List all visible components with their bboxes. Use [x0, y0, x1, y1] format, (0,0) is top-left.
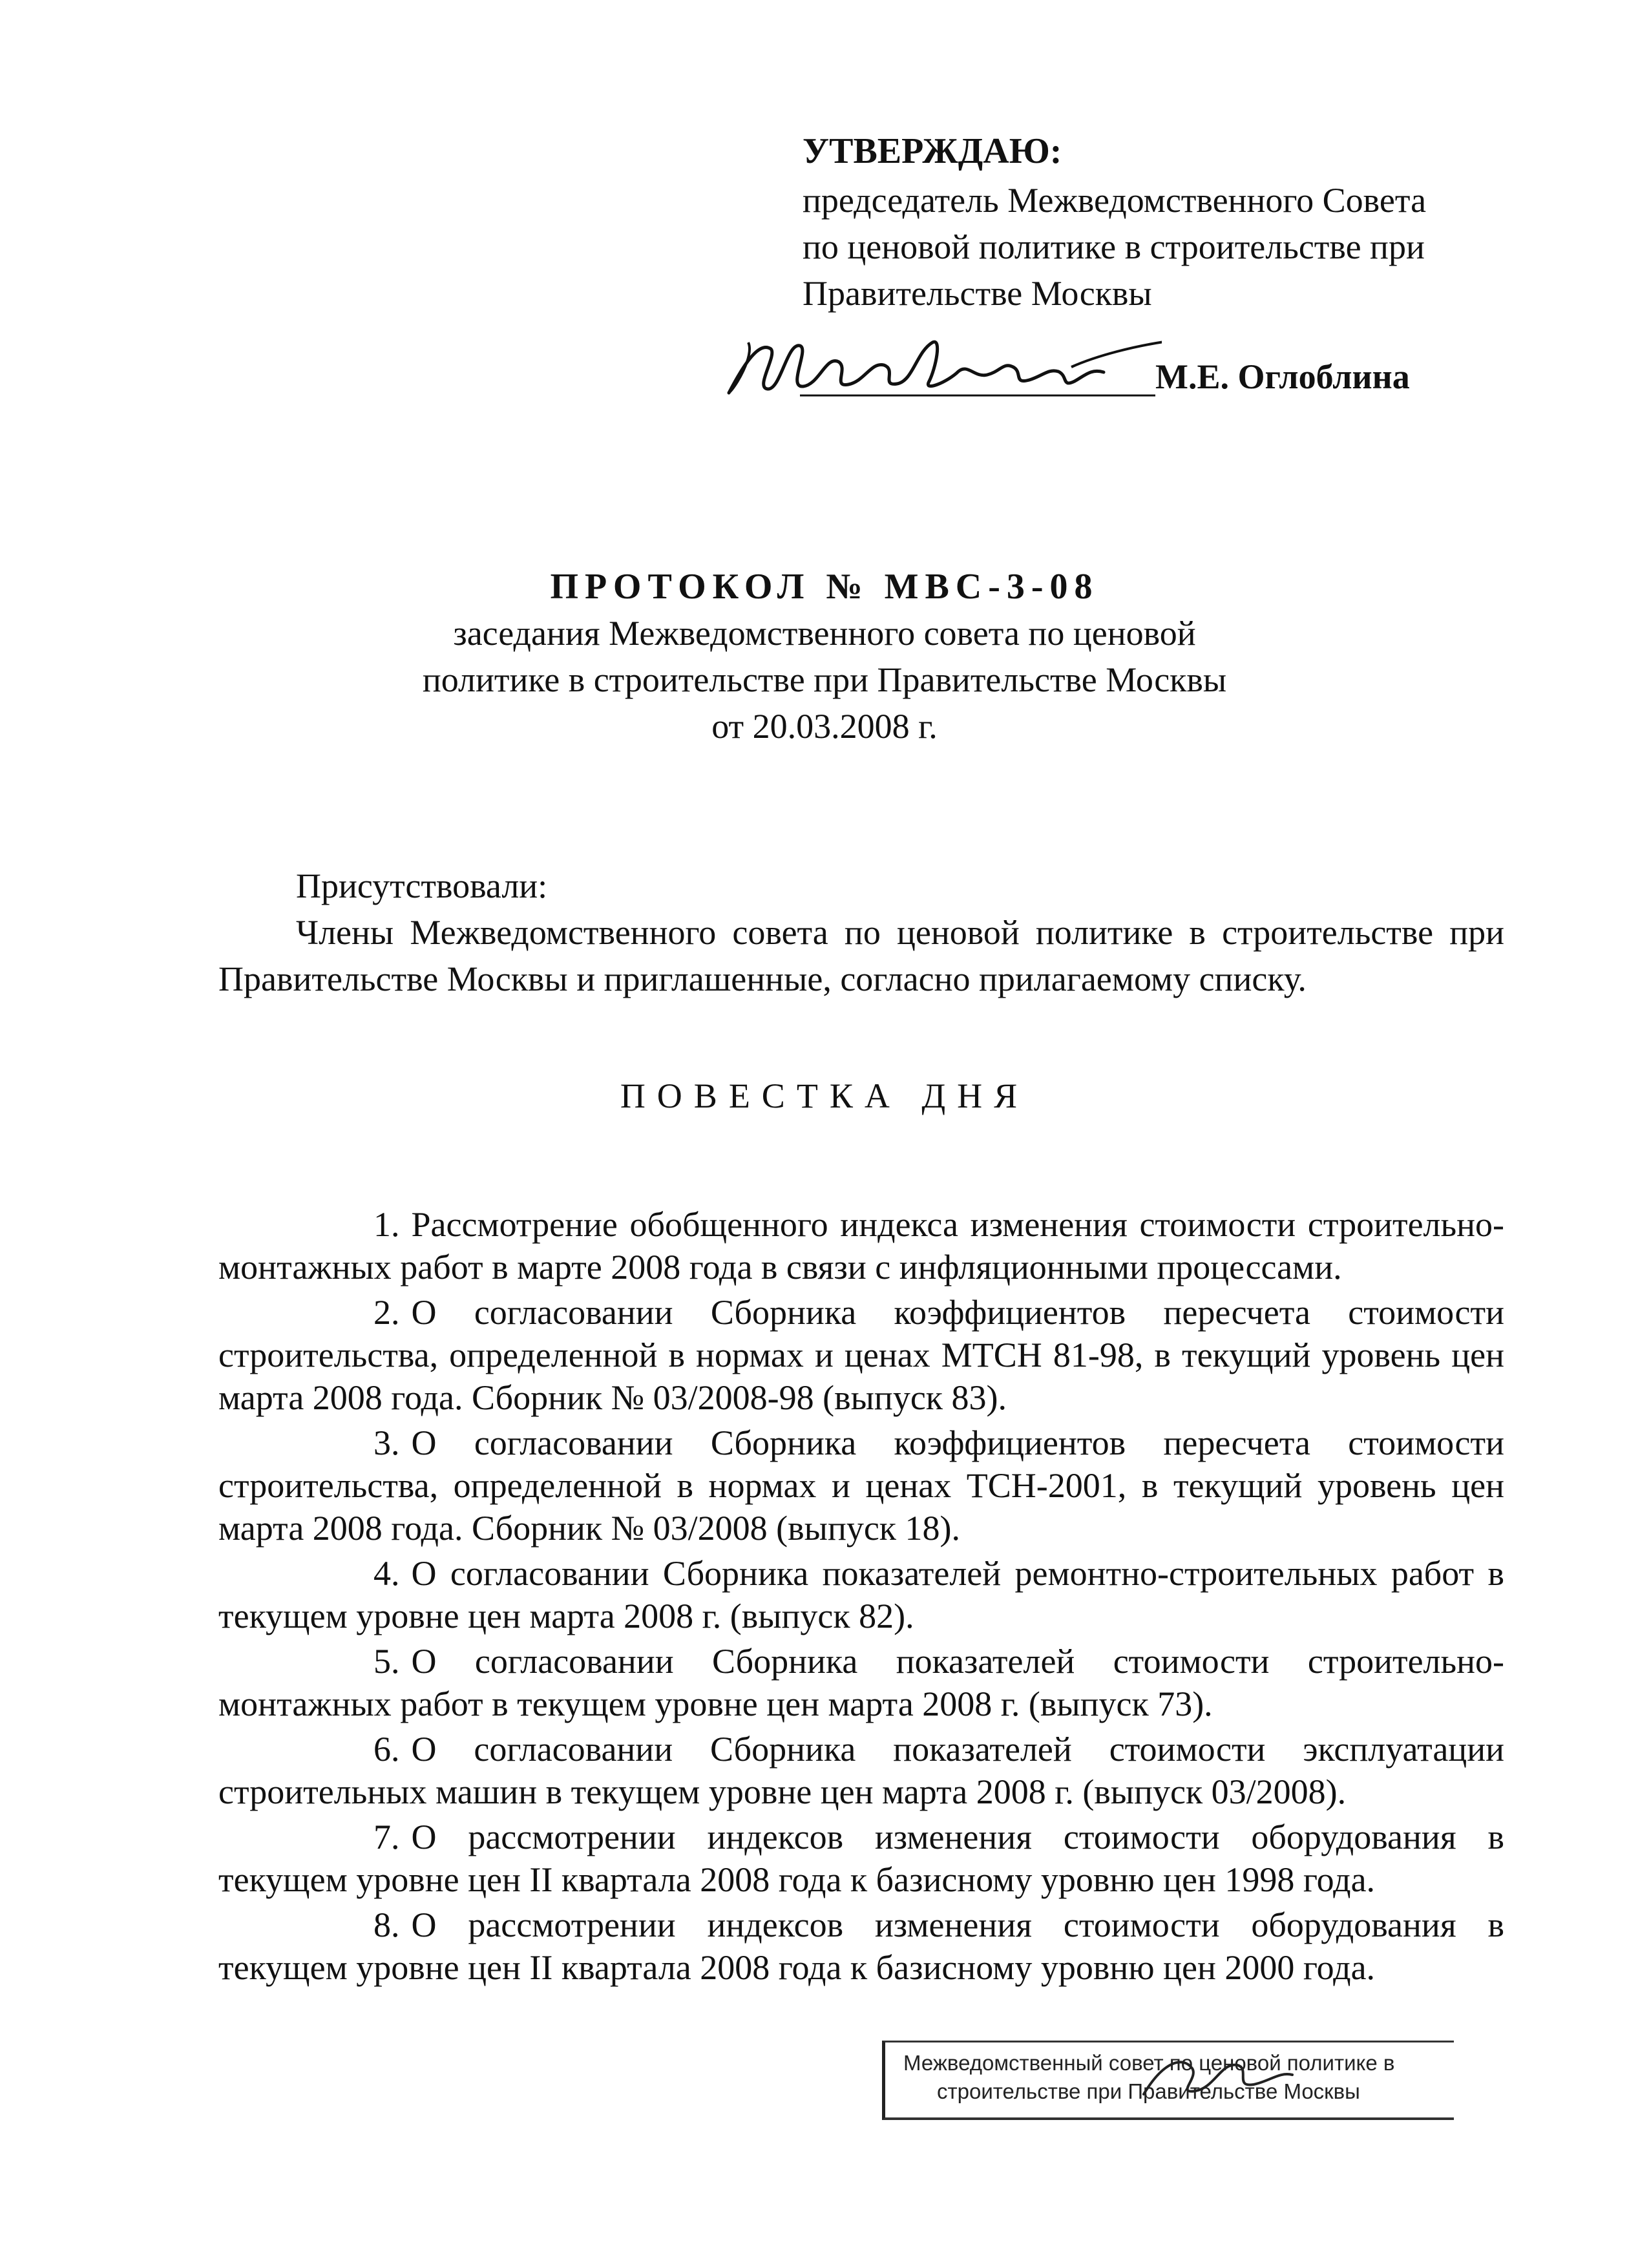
- protocol-subtitle-line: политике в строительстве при Правительстве Москвы: [422, 660, 1227, 699]
- approval-block: [803, 129, 1546, 317]
- protocol-subtitle-line: заседания Межведомственного совета по ценовой: [453, 614, 1196, 653]
- protocol-date: от 20.03.2008 г.: [711, 707, 938, 746]
- agenda-item-text: О рассмотрении индексов изменения стоимости оборудования в текущем уровне цен II квартала 2008 года к базисному уровню цен 2000 года.: [218, 1906, 1504, 1987]
- agenda-item-number: 3.: [373, 1423, 400, 1462]
- agenda-item: [218, 1203, 1504, 1288]
- council-stamp: [882, 2041, 1454, 2120]
- stamp-initials-signature: [1131, 2049, 1299, 2114]
- stamp-line: Межведомственный совет по ценовой политике в: [903, 2051, 1395, 2075]
- agenda-item-number: 6.: [373, 1730, 400, 1769]
- signature-row: [709, 317, 1549, 414]
- stamp-line: строительстве при Правительстве Москвы: [937, 2079, 1360, 2103]
- agenda-item-text: О согласовании Сборника показателей ремонтно-строительных работ в текущем уровне цен марта 2008 г. (выпуск 82).: [218, 1554, 1504, 1635]
- handwritten-signature: [709, 317, 1162, 414]
- protocol-title-block: [0, 563, 1649, 750]
- agenda-item: [218, 1904, 1504, 1989]
- agenda-item-number: 4.: [373, 1554, 400, 1593]
- agenda-item: [218, 1816, 1504, 1901]
- agenda-item: [218, 1728, 1504, 1813]
- agenda-item-number: 1.: [373, 1205, 400, 1244]
- agenda-item-number: 5.: [373, 1642, 400, 1681]
- agenda-list: [218, 1203, 1504, 1991]
- agenda-item-text: О согласовании Сборника коэффициентов пересчета стоимости строительства, определенной в нормах и ценах МТСН 81-98, в текущий уровень цен марта 2008 года. Сборник № 03/2008-98 (выпуск 83).: [218, 1293, 1504, 1417]
- signatory-name: М.Е. Оглоблина: [1155, 357, 1410, 396]
- attendance-section: [218, 863, 1504, 1002]
- agenda-item-number: 2.: [373, 1293, 400, 1332]
- agenda-item: [218, 1552, 1504, 1637]
- attendance-heading: Присутствовали:: [296, 866, 548, 905]
- agenda-item: [218, 1640, 1504, 1725]
- agenda-item-text: О согласовании Сборника показателей стоимости эксплуатации строительных машин в текущем уровне цен марта 2008 г. (выпуск 03/2008).: [218, 1730, 1504, 1811]
- approval-line: по ценовой политике в строительстве при: [803, 227, 1425, 266]
- agenda-item-text: О согласовании Сборника показателей стоимости строительно-монтажных работ в текущем уровне цен марта 2008 г. (выпуск 73).: [218, 1642, 1504, 1723]
- attendance-text: Члены Межведомственного совета по ценовой политике в строительстве при Правительстве Москвы и приглашенные, согласно прилагаемому списку.: [218, 913, 1504, 998]
- agenda-item-number: 8.: [373, 1906, 400, 1944]
- agenda-item-text: Рассмотрение обобщенного индекса изменения стоимости строительно-монтажных работ в марте 2008 года в связи с инфляционными процессами.: [218, 1205, 1504, 1286]
- protocol-title: ПРОТОКОЛ № МВС-3-08: [550, 567, 1099, 607]
- agenda-title: ПОВЕСТКА ДНЯ: [620, 1076, 1029, 1115]
- approval-line: председатель Межведомственного Совета: [803, 181, 1427, 220]
- agenda-item-number: 7.: [373, 1818, 400, 1856]
- agenda-item: [218, 1422, 1504, 1549]
- agenda-item-text: О рассмотрении индексов изменения стоимости оборудования в текущем уровне цен II квартала 2008 года к базисному уровню цен 1998 года.: [218, 1818, 1504, 1899]
- agenda-item-text: О согласовании Сборника коэффициентов пересчета стоимости строительства, определенной в нормах и ценах ТСН-2001, в текущий уровень цен марта 2008 года. Сборник № 03/2008 (выпуск 18).: [218, 1423, 1504, 1548]
- agenda-item: [218, 1291, 1504, 1419]
- approval-heading: УТВЕРЖДАЮ:: [803, 131, 1062, 171]
- approval-line: Правительстве Москвы: [803, 274, 1152, 313]
